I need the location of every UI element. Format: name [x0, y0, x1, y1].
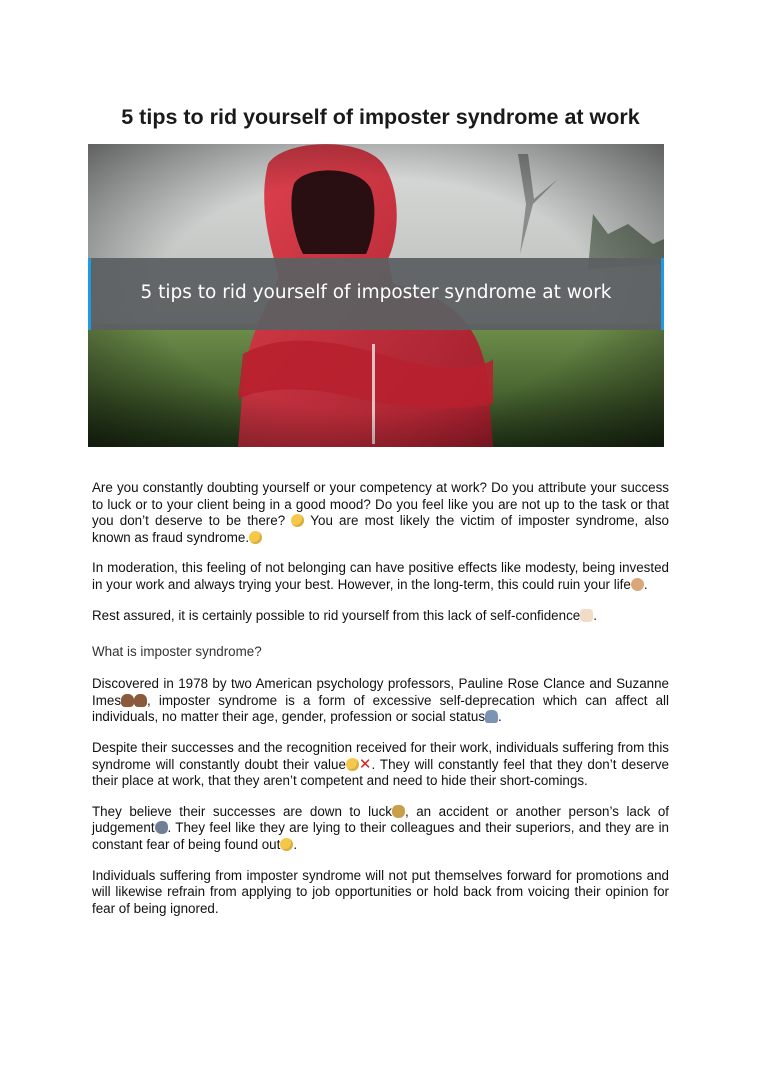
text: . [498, 709, 502, 725]
text: . [293, 836, 298, 852]
hero-banner-text: 5 tips to rid yourself of imposter syndrome at work [140, 282, 612, 303]
section-heading: What is imposter syndrome? [92, 644, 262, 660]
raised-hands-icon [580, 609, 593, 622]
flushed-face-icon [280, 838, 293, 851]
banner-accent-right [661, 258, 664, 330]
busts-in-silhouette-icon [485, 710, 498, 723]
text: You are most likely the victim of imposter syndrome, also known as fraud syndrome. [92, 513, 669, 545]
paragraph-body-3 [92, 804, 669, 854]
sad-face-icon [249, 531, 262, 544]
text: In moderation, this feeling of not belonging can have positive effects like modesty, being invested in your work and always trying your best. However, in the long-term, this could ruin your life [92, 560, 669, 592]
face-with-hand-over-mouth-icon [291, 514, 304, 527]
page-title: 5 tips to rid yourself of imposter syndrome at work [121, 105, 640, 129]
hero-image [88, 144, 664, 447]
text: . They will constantly feel that they don’t deserve their place at work, that they aren’t competent and need to hide their short-comings. [92, 756, 669, 789]
text: They believe their successes are down to luck [92, 803, 392, 819]
hero-banner [88, 258, 664, 330]
text: . They feel like they are lying to their colleagues and their superiors, and they are in constant fear of being found out [92, 820, 669, 852]
woman-scientist-icon [134, 694, 147, 707]
speaking-head-icon [155, 821, 168, 834]
text: Rest assured, it is certainly possible to rid yourself from this lack of self-confidence [92, 607, 581, 623]
paragraph-body-2 [92, 740, 669, 790]
paragraph-intro-1 [92, 480, 669, 546]
article-body [92, 480, 669, 931]
money-bag-icon [392, 805, 405, 818]
text: Discovered in 1978 by two American psychology professors, Pauline Rose Clance and Suzanne Imes [92, 676, 669, 708]
woman-scientist-icon [121, 694, 134, 707]
paragraph-body-4: Individuals suffering from imposter syndrome will not put themselves forward for promotions and will likewise refrain from applying to job opportunities or hold back from voicing their opinion for fear of being ignored. [92, 867, 669, 916]
text: Despite their successes and the recognition received for their work, individuals suffering from this syndrome will constantly doubt their value [92, 739, 669, 772]
paragraph-body-1 [92, 676, 669, 726]
text: . [593, 607, 597, 623]
text: . [643, 576, 648, 592]
thumbs-down-icon [631, 578, 644, 591]
text: Are you constantly doubting yourself or your competency at work? Do you attribute your success to luck or to your client being in a good mood? Do you feel like you are not up to the task or that you don’t deserve to be there? [92, 480, 669, 529]
flushed-face-icon [346, 758, 359, 771]
cross-mark-icon: ✕ [358, 755, 372, 773]
text: , imposter syndrome is a form of excessive self-deprecation which can affect all individuals, no matter their age, gender, profession or social status [92, 692, 669, 725]
text: , an accident or another person’s lack of judgement [92, 803, 669, 836]
paragraph-intro-2 [92, 560, 669, 593]
paragraph-intro-3 [92, 608, 669, 625]
